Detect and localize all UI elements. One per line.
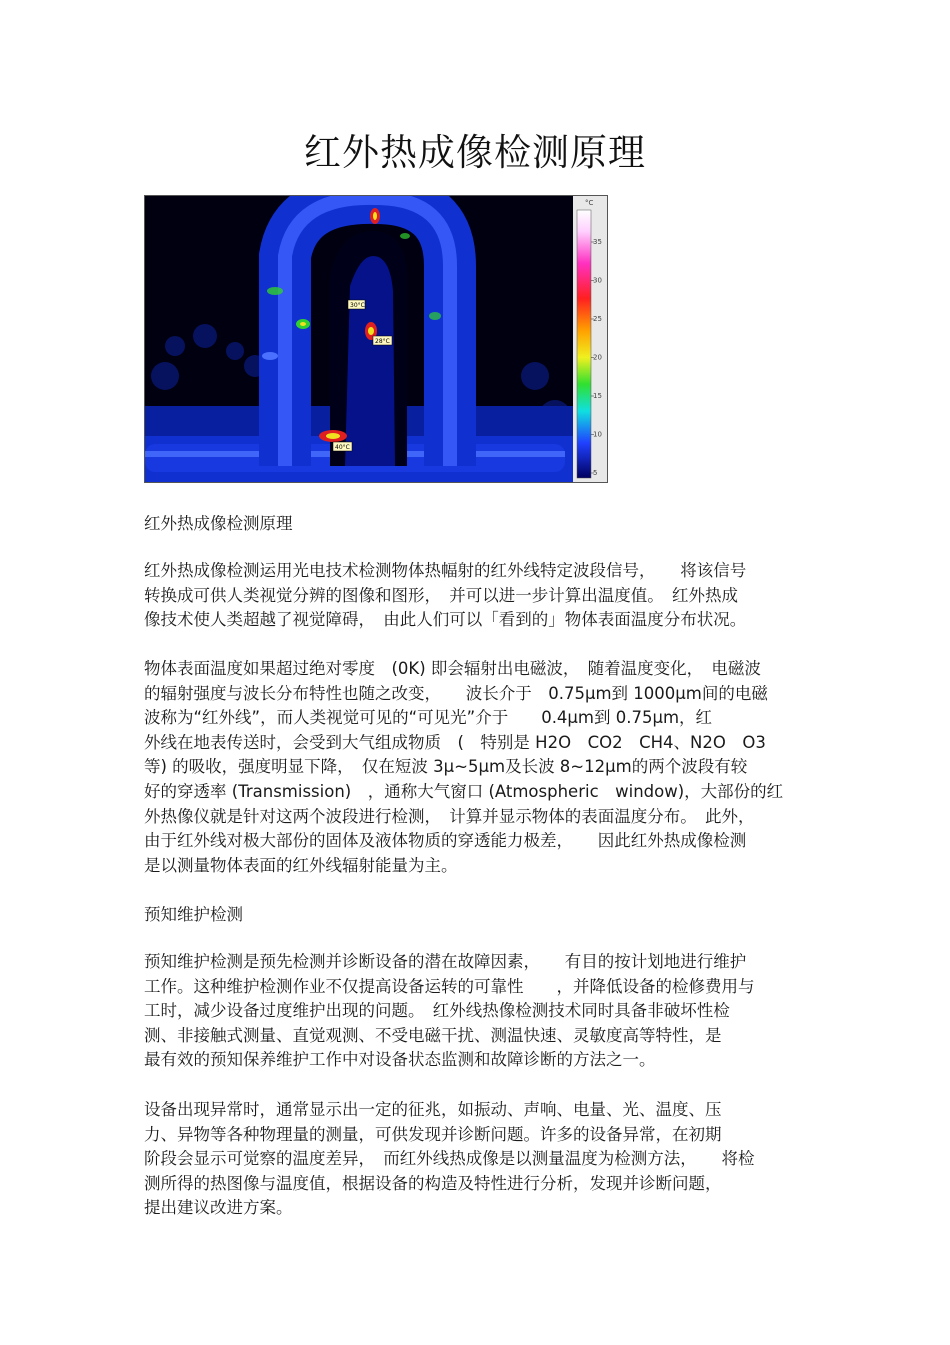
text-line: 红外热成像检测原理 [144, 514, 293, 533]
text-line: 物体表面温度如果超过绝对零度 (0K) 即会辐射出电磁波， 随着温度变化， 电磁波 [144, 659, 761, 678]
text-line: 提出建议改进方案。 [144, 1198, 293, 1218]
text-line: 预知维护检测 [144, 905, 243, 924]
scale-tick-label: 20 [593, 353, 602, 362]
hotspot-tag: 28°C [375, 338, 390, 345]
thermal-image [144, 195, 608, 483]
scale-tick-label: 30 [593, 276, 602, 285]
text-line: 力、异物等各种物理量的测量，可供发现并诊断问题。许多的设备异常，在初期 [144, 1124, 722, 1144]
section-heading [144, 903, 810, 928]
text-line: 等) 的吸收，强度明显下降， 仅在短波 3μ~5μm及长波 8~12μm的两个波段有较 [144, 757, 748, 777]
text-line: 红外热成像检测运用光电技术检测物体热幅射的红外线特定波段信号， 将该信号 [144, 561, 747, 580]
text-line: 像技术使人类超越了视觉障碍， 由此人们可以「看到的」物体表面温度分布状况。 [144, 610, 747, 630]
paragraph [144, 559, 810, 633]
text-line: 测、非接触式测量、直觉观测、不受电磁干扰、测温快速、灵敏度高等特性，是 [144, 1025, 722, 1045]
text-line: 外热像仪就是针对这两个波段进行检测， 计算并显示物体的表面温度分布。 此外， [144, 806, 755, 826]
scale-tick-label: 10 [593, 430, 602, 439]
text-line: 阶段会显示可觉察的温度差异， 而红外线热成像是以测量温度为检测方法， 将检 [144, 1149, 755, 1169]
text-line: 最有效的预知保养维护工作中对设备状态监测和故障诊断的方法之一。 [144, 1050, 656, 1070]
scale-tick-label: 15 [593, 392, 602, 400]
text-line: 是以测量物体表面的红外线辐射能量为主。 [144, 855, 458, 875]
paragraph [144, 1098, 810, 1221]
text-line: 波称为“红外线”，而人类视觉可见的“可见光”介于 0.4μm到 0.75μm，红 [144, 708, 713, 728]
text-line: 转换成可供人类视觉分辨的图像和图形， 并可以进一步计算出温度值。 红外热成 [144, 585, 738, 605]
section-heading [144, 512, 810, 537]
text-line: 工作。这种维护检测作业不仅提高设备运转的可靠性 ，并降低设备的检修费用与 [144, 976, 755, 996]
hotspot-tag: 40°C [335, 444, 350, 451]
scale-tick-label: 5 [593, 469, 598, 477]
text-line: 由于红外线对极大部份的固体及液体物质的穿透能力极差， 因此红外热成像检测 [144, 831, 747, 851]
scale-tick-label: 35 [593, 238, 602, 246]
text-line: 的辐射强度与波长分布特性也随之改变， 波长介于 0.75μm到 1000μm间的电磁 [144, 683, 768, 703]
paragraph [144, 950, 810, 1073]
page-title: 红外热成像检测原理 [304, 131, 646, 174]
text-line: 好的穿透率 (Transmission) ，通称大气窗口 (Atmospheric window)，大部份的红 [144, 781, 784, 801]
scale-tick-label: 25 [593, 315, 602, 323]
text-line: 预知维护检测是预先检测并诊断设备的潜在故障因素， 有目的按计划地进行维护 [144, 952, 747, 971]
text-line: 外线在地表传送时，会受到大气组成物质 ( 特别是 H2O CO2 CH4、N2O O3 [144, 732, 766, 752]
paragraph [144, 657, 810, 878]
scale-unit: °C [585, 199, 594, 207]
text-line: 工时，减少设备过度维护出现的问题。 红外线热像检测技术同时具备非破坏性检 [144, 1001, 730, 1021]
text-line: 设备出现异常时，通常显示出一定的征兆，如振动、声响、电量、光、温度、压 [144, 1100, 722, 1119]
text-line: 测所得的热图像与温度值，根据设备的构造及特性进行分析，发现并诊断问题， [144, 1173, 722, 1193]
hotspot-tag: 30°C [350, 302, 365, 309]
